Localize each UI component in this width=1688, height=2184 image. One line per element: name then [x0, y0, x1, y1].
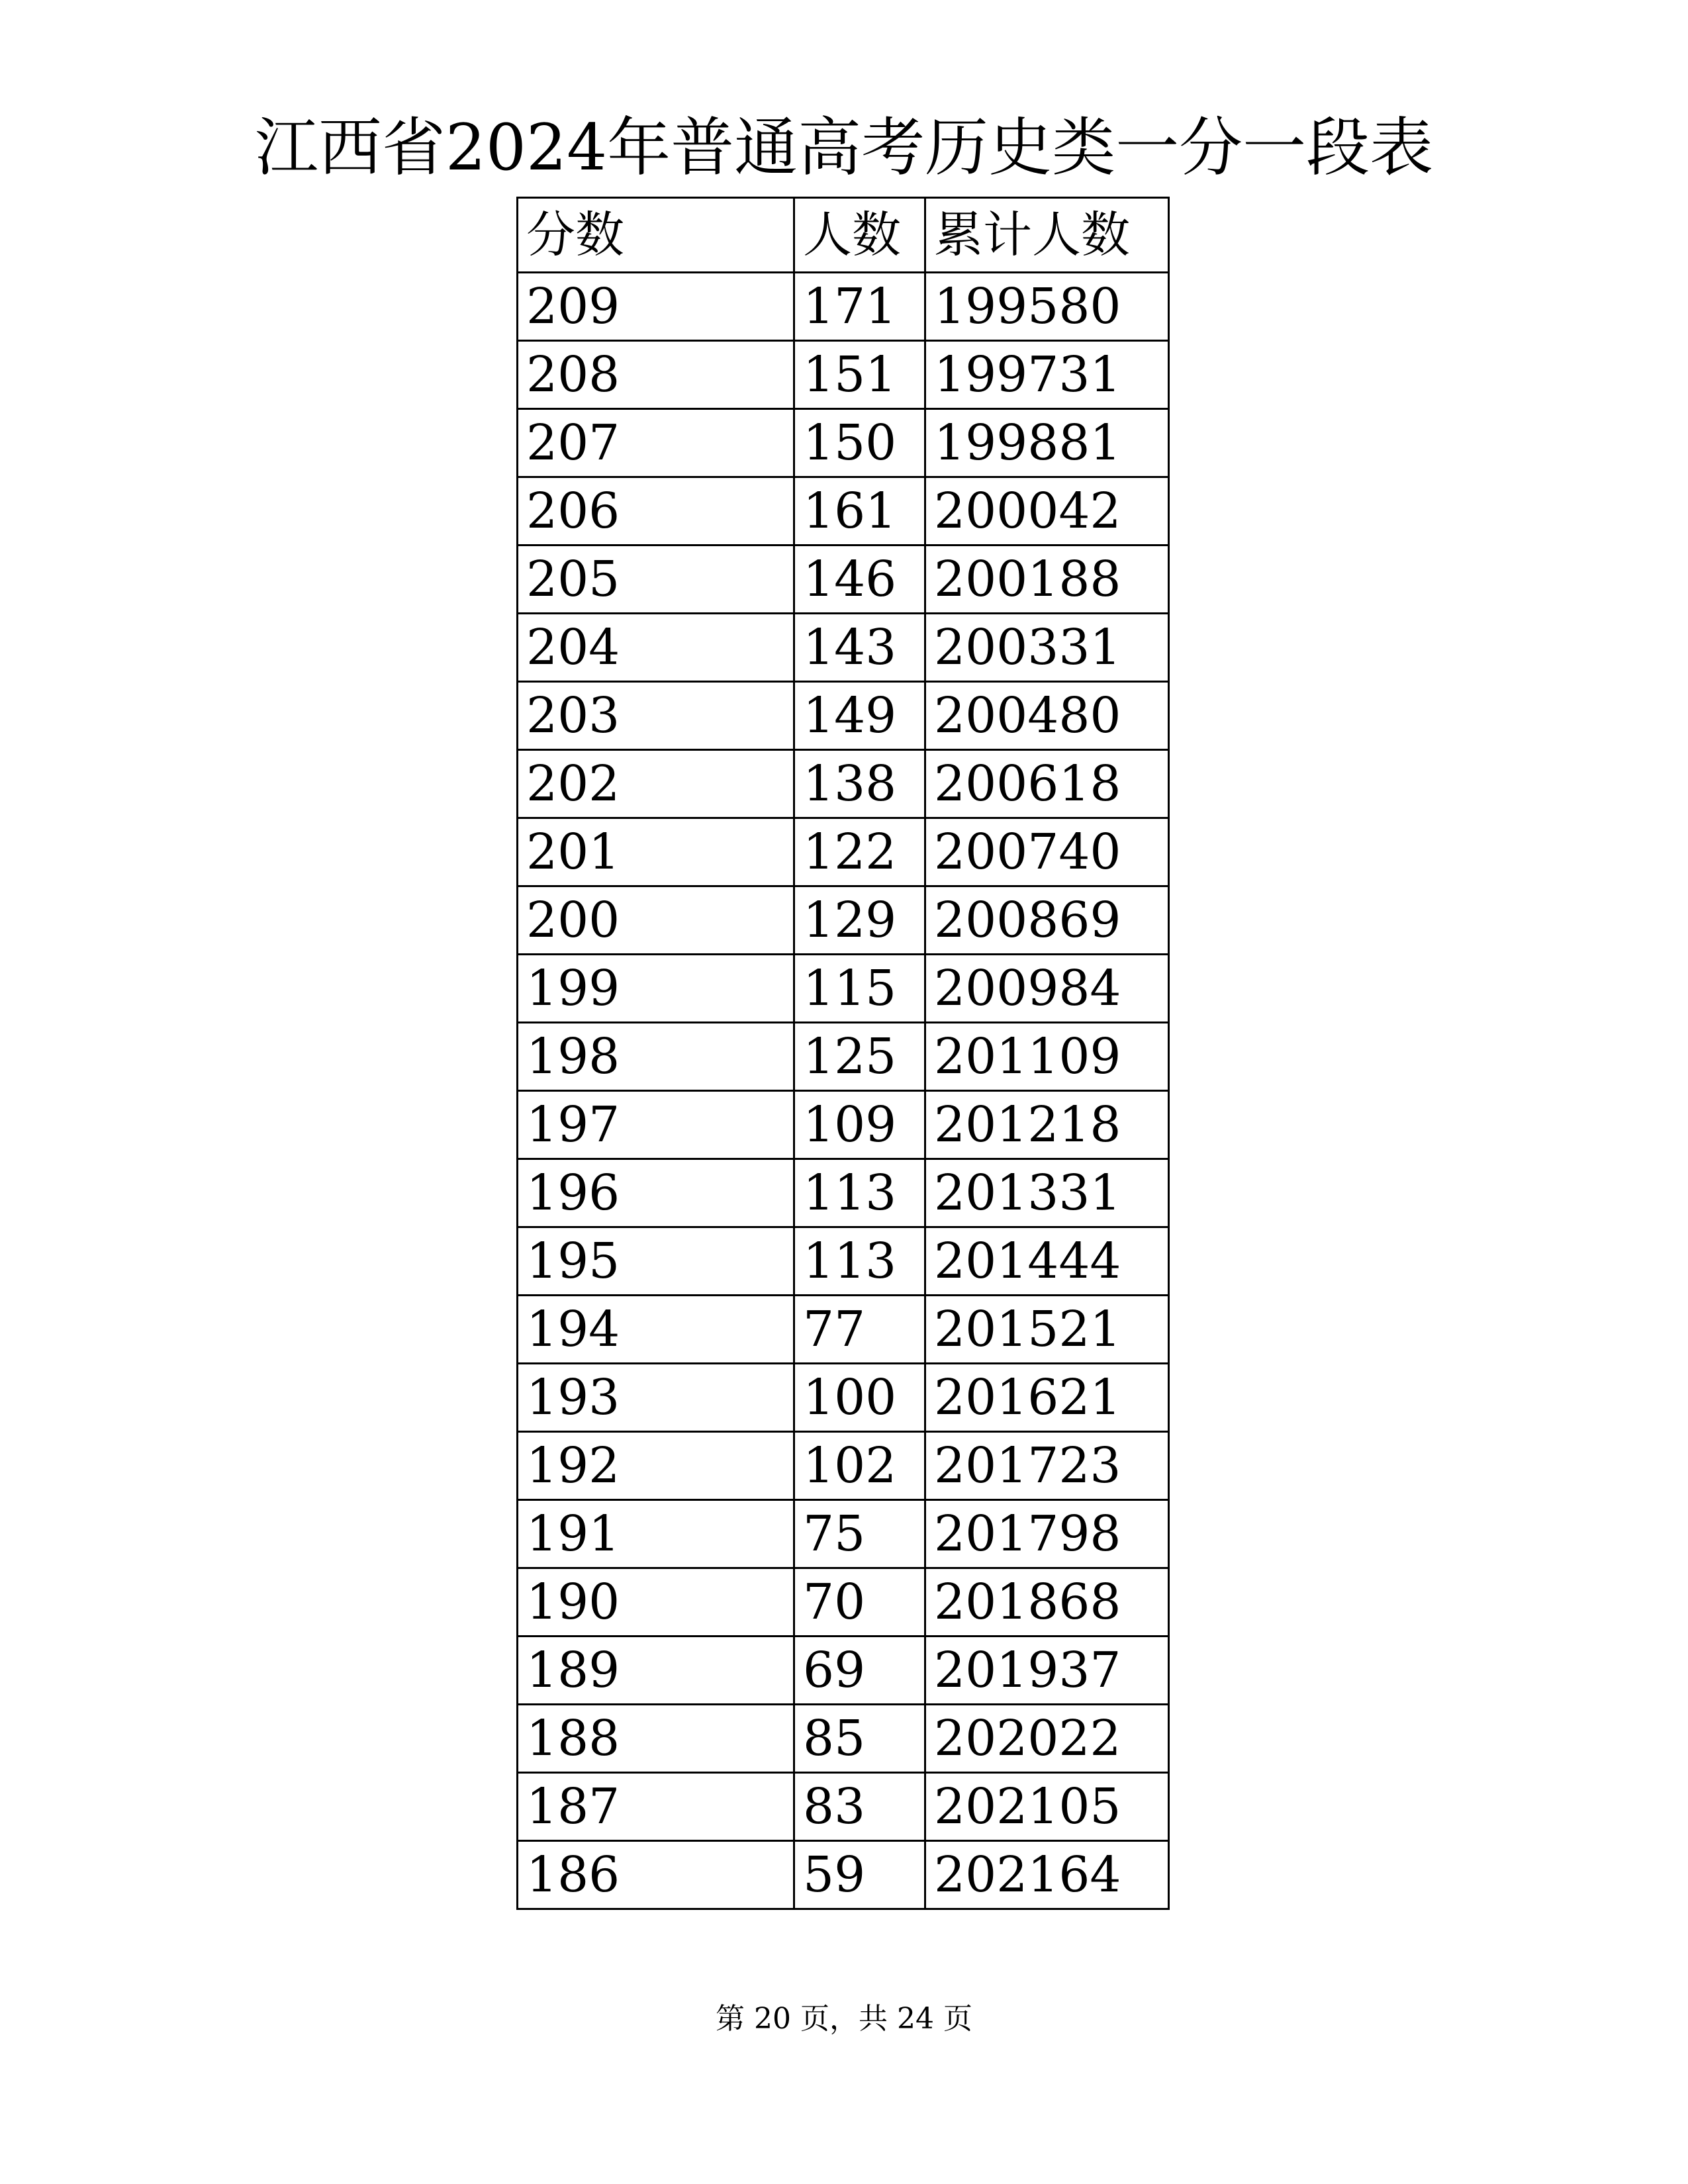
table-row [518, 1364, 1169, 1432]
table-row [518, 1637, 1169, 1705]
table-row [518, 1432, 1169, 1500]
count-cell: 100 [794, 1364, 925, 1432]
cumulative-count-cell: 199731 [925, 341, 1169, 409]
count-cell: 113 [794, 1159, 925, 1227]
score-cell: 209 [518, 273, 794, 341]
count-cell: 149 [794, 682, 925, 750]
cumulative-count-cell: 200869 [925, 886, 1169, 955]
table-row [518, 682, 1169, 750]
score-cell: 188 [518, 1705, 794, 1773]
header-cumulative: 累计人数 [925, 198, 1169, 273]
count-cell: 150 [794, 409, 925, 477]
table-row [518, 955, 1169, 1023]
score-cell: 199 [518, 955, 794, 1023]
cumulative-count-cell: 201331 [925, 1159, 1169, 1227]
count-cell: 59 [794, 1841, 925, 1909]
page-title: 江西省2024年普通高考历史类一分一段表 [254, 111, 1434, 185]
score-cell: 202 [518, 750, 794, 818]
table-row [518, 1500, 1169, 1568]
count-cell: 69 [794, 1637, 925, 1705]
table-row [518, 1227, 1169, 1296]
count-cell: 143 [794, 614, 925, 682]
score-cell: 192 [518, 1432, 794, 1500]
table-row [518, 1296, 1169, 1364]
count-cell: 109 [794, 1091, 925, 1159]
count-cell: 129 [794, 886, 925, 955]
cumulative-count-cell: 199881 [925, 409, 1169, 477]
cumulative-count-cell: 200331 [925, 614, 1169, 682]
score-cell: 187 [518, 1773, 794, 1841]
score-distribution-table [516, 197, 1170, 1910]
cumulative-count-cell: 201444 [925, 1227, 1169, 1296]
table-row [518, 614, 1169, 682]
score-cell: 197 [518, 1091, 794, 1159]
score-cell: 196 [518, 1159, 794, 1227]
score-cell: 204 [518, 614, 794, 682]
score-cell: 203 [518, 682, 794, 750]
table-row [518, 1841, 1169, 1909]
count-cell: 151 [794, 341, 925, 409]
cumulative-count-cell: 201521 [925, 1296, 1169, 1364]
score-cell: 208 [518, 341, 794, 409]
page-number: 第 20 页，共 24 页 [716, 2002, 972, 2036]
cumulative-count-cell: 201109 [925, 1023, 1169, 1091]
table-row [518, 750, 1169, 818]
count-cell: 161 [794, 477, 925, 546]
cumulative-count-cell: 199580 [925, 273, 1169, 341]
table-row [518, 1023, 1169, 1091]
cumulative-count-cell: 200618 [925, 750, 1169, 818]
table-header-row [518, 198, 1169, 273]
score-cell: 201 [518, 818, 794, 886]
table-row [518, 1159, 1169, 1227]
score-cell: 198 [518, 1023, 794, 1091]
cumulative-count-cell: 201937 [925, 1637, 1169, 1705]
table-row [518, 1568, 1169, 1637]
score-cell: 189 [518, 1637, 794, 1705]
score-cell: 193 [518, 1364, 794, 1432]
count-cell: 138 [794, 750, 925, 818]
score-cell: 194 [518, 1296, 794, 1364]
count-cell: 85 [794, 1705, 925, 1773]
count-cell: 113 [794, 1227, 925, 1296]
score-cell: 206 [518, 477, 794, 546]
table-row [518, 273, 1169, 341]
score-cell: 207 [518, 409, 794, 477]
score-cell: 191 [518, 1500, 794, 1568]
cumulative-count-cell: 200740 [925, 818, 1169, 886]
table-row [518, 1091, 1169, 1159]
cumulative-count-cell: 200042 [925, 477, 1169, 546]
table-row [518, 341, 1169, 409]
cumulative-count-cell: 201218 [925, 1091, 1169, 1159]
count-cell: 171 [794, 273, 925, 341]
table-row [518, 1773, 1169, 1841]
count-cell: 75 [794, 1500, 925, 1568]
cumulative-count-cell: 200480 [925, 682, 1169, 750]
table-row [518, 1705, 1169, 1773]
count-cell: 77 [794, 1296, 925, 1364]
table-row [518, 886, 1169, 955]
header-count: 人数 [794, 198, 925, 273]
header-score: 分数 [518, 198, 794, 273]
table-row [518, 546, 1169, 614]
cumulative-count-cell: 202022 [925, 1705, 1169, 1773]
cumulative-count-cell: 201798 [925, 1500, 1169, 1568]
cumulative-count-cell: 201723 [925, 1432, 1169, 1500]
count-cell: 102 [794, 1432, 925, 1500]
cumulative-count-cell: 200984 [925, 955, 1169, 1023]
count-cell: 70 [794, 1568, 925, 1637]
table-row [518, 409, 1169, 477]
table-row [518, 818, 1169, 886]
table-row [518, 477, 1169, 546]
count-cell: 146 [794, 546, 925, 614]
table-body [518, 198, 1169, 1909]
score-cell: 195 [518, 1227, 794, 1296]
cumulative-count-cell: 202105 [925, 1773, 1169, 1841]
score-cell: 190 [518, 1568, 794, 1637]
count-cell: 122 [794, 818, 925, 886]
score-cell: 186 [518, 1841, 794, 1909]
count-cell: 83 [794, 1773, 925, 1841]
cumulative-count-cell: 201868 [925, 1568, 1169, 1637]
score-cell: 200 [518, 886, 794, 955]
cumulative-count-cell: 200188 [925, 546, 1169, 614]
score-cell: 205 [518, 546, 794, 614]
count-cell: 125 [794, 1023, 925, 1091]
count-cell: 115 [794, 955, 925, 1023]
cumulative-count-cell: 201621 [925, 1364, 1169, 1432]
cumulative-count-cell: 202164 [925, 1841, 1169, 1909]
